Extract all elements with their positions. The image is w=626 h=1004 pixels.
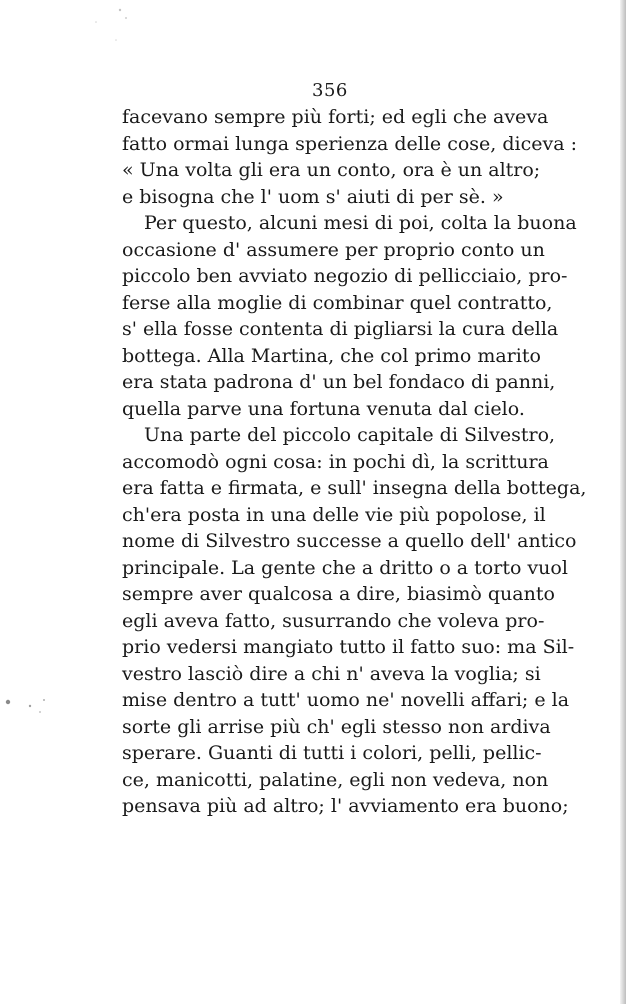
text-line: e bisogna che l' uom s' aiuti di per sè. »	[122, 185, 504, 208]
text-line: ce, manicotti, palatine, egli non vedeva, non	[122, 768, 549, 791]
paragraph-start-line: Una parte del piccolo capitale di Silvestro,	[144, 424, 556, 446]
text-line: fatto ormai lunga sperienza delle cose, diceva :	[122, 132, 577, 155]
text-line: facevano sempre più forti; ed egli che aveva	[122, 106, 549, 128]
text-line: prio vedersi mangiato tutto il fatto suo: ma Sil-	[122, 636, 575, 658]
text-line: mise dentro a tutt' uomo ne' novelli affari; e la	[122, 689, 570, 711]
text-line: sorte gli arrise più ch' egli stesso non ardiva	[122, 715, 551, 738]
text-line: ferse alla moglie di combinar quel contratto,	[122, 291, 553, 314]
text-line: bottega. Alla Martina, che col primo marito	[122, 344, 541, 367]
text-line: piccolo ben avviato negozio di pellicciaio, pro-	[122, 265, 568, 287]
page-text	[122, 104, 587, 820]
text-line: sempre aver qualcosa a dire, biasimò quanto	[122, 583, 555, 605]
text-line: pensava più ad altro; l' avviamento era buono;	[122, 795, 569, 817]
text-line: egli aveva fatto, susurrando che voleva pro-	[122, 609, 545, 632]
text-line: s' ella fosse contenta di pigliarsi la cura della	[122, 318, 559, 340]
paragraph-start-line: Per questo, alcuni mesi di poi, colta la buona	[144, 212, 577, 234]
text-line: quella parve una fortuna venuta dal cielo.	[122, 397, 525, 420]
text-line: era fatta e firmata, e sull' insegna della bottega,	[122, 477, 587, 499]
text-line: era stata padrona d' un bel fondaco di panni,	[122, 371, 556, 393]
text-line: « Una volta gli era un conto, ora è un altro;	[122, 159, 541, 181]
text-line: nome di Silvestro successe a quello dell' antico	[122, 530, 577, 552]
text-line: principale. La gente che a dritto o a torto vuol	[122, 556, 568, 579]
text-line: accomodò ogni cosa: in pochi dì, la scrittura	[122, 450, 549, 473]
text-line: ch'era posta in una delle vie più popolose, il	[122, 503, 546, 526]
text-line: occasione d' assumere per proprio conto un	[122, 238, 545, 261]
page-edge-shadow	[620, 0, 626, 1004]
page-number: 356	[312, 80, 348, 101]
text-line: vestro lasciò dire a chi n' aveva la voglia; si	[122, 662, 541, 685]
text-line: sperare. Guanti di tutti i colori, pelli, pellic-	[122, 742, 542, 764]
